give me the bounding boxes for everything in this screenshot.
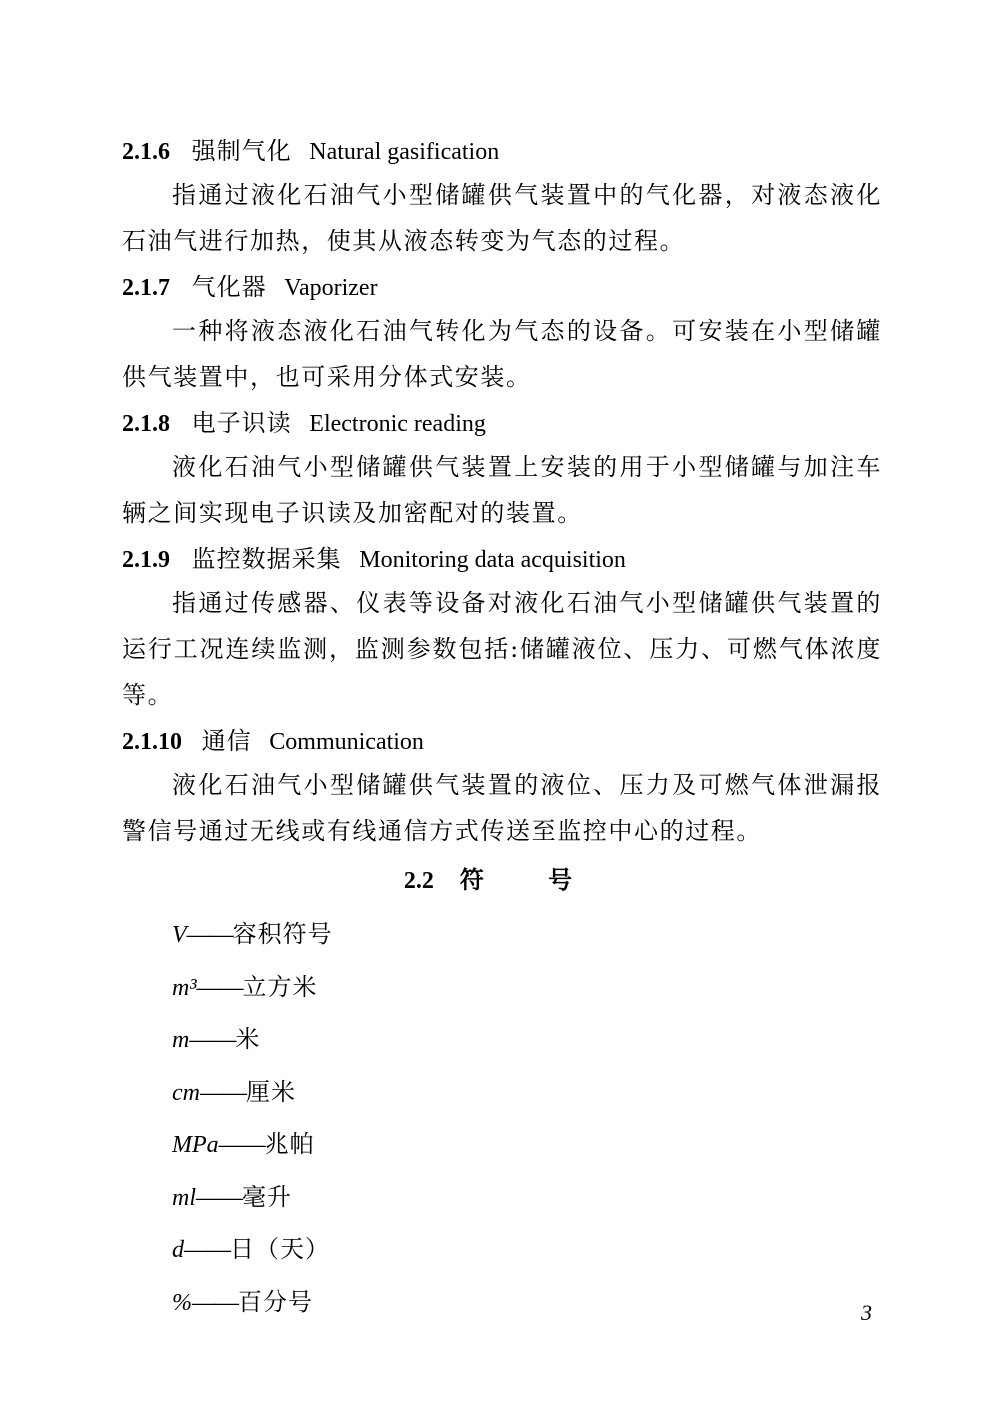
symbol-item	[172, 1013, 882, 1066]
symbol-item	[172, 1223, 882, 1276]
symbol-item	[172, 1118, 882, 1171]
symbol: MPa	[172, 1132, 219, 1158]
term-number: 2.1.6	[122, 139, 170, 165]
term-2-1-8	[122, 404, 882, 536]
symbol: ml	[172, 1184, 196, 1211]
term-2-1-7	[122, 268, 882, 400]
symbol-meaning: 百分号	[238, 1287, 313, 1316]
symbol-item	[172, 1171, 882, 1224]
symbol: %	[172, 1289, 192, 1316]
term-heading	[122, 268, 882, 306]
section-heading	[122, 858, 882, 902]
term-number: 2.1.8	[122, 411, 170, 437]
term-number: 2.1.10	[122, 729, 182, 755]
symbol-item	[172, 908, 882, 961]
term-name-chinese: 通信	[201, 727, 252, 755]
term-name-english: Natural gasification	[309, 139, 500, 165]
term-name-english: Communication	[269, 729, 424, 755]
term-2-1-6	[122, 132, 882, 264]
term-2-1-10	[122, 722, 882, 854]
symbol: V	[172, 922, 187, 948]
term-name-chinese: 监控数据采集	[191, 545, 342, 573]
symbol-meaning: 兆帕	[264, 1130, 315, 1158]
section-title: 符 号	[459, 865, 601, 894]
term-heading	[122, 540, 882, 578]
symbol-item	[172, 961, 882, 1014]
term-name-chinese: 强制气化	[191, 137, 292, 165]
symbol: cm	[172, 1079, 200, 1106]
symbol-item	[172, 1276, 882, 1329]
term-definition: 指通过传感器、仪表等设备对液化石油气小型储罐供气装置的运行工况连续监测，监测参数包括:储罐液位、压力、可燃气体浓度等。	[122, 589, 882, 709]
page-content	[122, 132, 882, 1328]
section-number: 2.2	[403, 868, 434, 894]
symbol: m	[172, 1027, 190, 1053]
symbol-dash: ——	[192, 1289, 238, 1316]
term-definition: 一种将液态液化石油气转化为气态的设备。可安装在小型储罐供气装置中，也可采用分体式安装。	[122, 317, 882, 391]
symbol-list	[172, 908, 882, 1328]
term-heading	[122, 722, 882, 760]
symbol-dash: ——	[186, 922, 233, 948]
term-name-english: Vaporizer	[284, 275, 378, 301]
term-name-english: Electronic reading	[309, 411, 486, 437]
term-name-chinese: 气化器	[191, 273, 267, 301]
page-number: 3	[861, 1300, 872, 1325]
symbol: m³	[172, 974, 197, 1001]
symbol-dash: ——	[218, 1132, 265, 1158]
term-name-english: Monitoring data acquisition	[359, 547, 626, 573]
symbol-dash: ——	[189, 1027, 236, 1053]
symbol-dash: ——	[196, 1184, 242, 1211]
term-number: 2.1.7	[122, 275, 170, 301]
symbol-meaning: 毫升	[242, 1182, 292, 1211]
term-heading	[122, 132, 882, 170]
term-definition: 指通过液化石油气小型储罐供气装置中的气化器，对液态液化石油气进行加热，使其从液态转变为气态的过程。	[122, 181, 882, 255]
term-number: 2.1.9	[122, 547, 170, 573]
symbol-meaning: 立方米	[242, 972, 318, 1001]
term-heading	[122, 404, 882, 442]
symbol-dash: ——	[196, 974, 243, 1001]
symbol-meaning: 日（天）	[230, 1235, 330, 1263]
term-2-1-9	[122, 540, 882, 718]
symbol-meaning: 米	[235, 1025, 261, 1053]
term-definition: 液化石油气小型储罐供气装置上安装的用于小型储罐与加注车辆之间实现电子识读及加密配对的装置。	[122, 453, 882, 527]
symbol-meaning: 厘米	[245, 1077, 296, 1106]
term-definition: 液化石油气小型储罐供气装置的液位、压力及可燃气体泄漏报警信号通过无线或有线通信方式传送至监控中心的过程。	[122, 771, 882, 845]
symbol-meaning: 容积符号	[232, 920, 333, 948]
symbol: d	[172, 1237, 184, 1263]
symbol-dash: ——	[184, 1237, 230, 1263]
term-name-chinese: 电子识读	[191, 409, 292, 437]
symbol-dash: ——	[199, 1079, 246, 1106]
symbol-item	[172, 1066, 882, 1119]
